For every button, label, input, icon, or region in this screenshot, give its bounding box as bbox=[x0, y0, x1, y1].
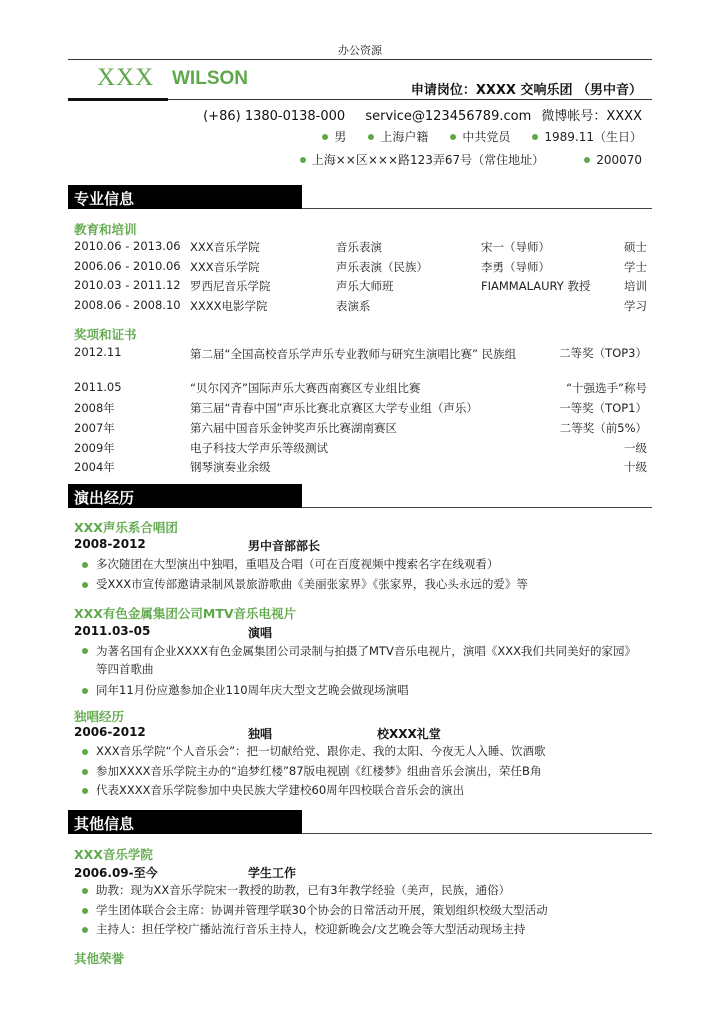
personal-info-row-1 bbox=[300, 128, 642, 145]
weibo: 微博帐号：XXXX bbox=[541, 109, 642, 124]
contact-line bbox=[191, 105, 642, 124]
name-underline-thick bbox=[68, 98, 168, 101]
personal-info-row-2 bbox=[278, 151, 642, 168]
award-row: 2008年 第三届“青春中国”声乐比赛北京赛区大学专业组（声乐） 一等奖（TOP1） bbox=[74, 401, 647, 415]
subsection-education-title: 教育和培训 bbox=[74, 222, 137, 237]
bullet-item: 参加XXXX音乐学院主办的“追梦红楼”87版电视剧《红楼梦》组曲音乐会演出，荣任B角 bbox=[82, 762, 652, 782]
info-birthday: 1989.11（生日） bbox=[532, 128, 642, 145]
other-org: XXX音乐学院 bbox=[74, 847, 153, 862]
section-rule bbox=[302, 833, 652, 834]
performance-meta: 2008-2012 男中音部部长 bbox=[74, 537, 321, 553]
other-bullets bbox=[82, 881, 652, 940]
award-row: 2007年 第六届中国音乐金钟奖声乐比赛湖南赛区 二等奖（前5%） bbox=[74, 421, 647, 435]
performance-meta: 2006-2012 独唱 校XXX礼堂 bbox=[74, 725, 441, 741]
performance-bullets bbox=[82, 742, 652, 801]
education-row: 2008.06 - 2008.10 XXXX电影学院 表演系 学习 bbox=[74, 298, 647, 313]
phone: (+86) 1380-0138-000 bbox=[203, 109, 346, 124]
section-title-performance: 演出经历 bbox=[68, 484, 302, 508]
education-row: 2006.06 - 2010.06 XXX音乐学院 声乐表演（民族） 李勇（导师） 学士 bbox=[74, 259, 647, 274]
subsection-awards-title: 奖项和证书 bbox=[74, 327, 137, 342]
section-title-other: 其他信息 bbox=[68, 810, 302, 834]
bullet-item: 多次随团在大型演出中独唱，重唱及合唱（可在百度视频中搜索名字在线观看） bbox=[82, 555, 652, 575]
bullet-item: XXX音乐学院“个人音乐会”：把一切献给党、跟你走、我的太阳、今夜无人入睡、饮酒歌 bbox=[82, 742, 652, 762]
bullet-item: 助教：现为XX音乐学院宋一教授的助教，已有3年教学经验（美声，民族，通俗） bbox=[82, 881, 652, 901]
info-postcode: 200070 bbox=[584, 151, 642, 168]
page-header-label: 办公资源 bbox=[338, 44, 382, 57]
performance-bullets bbox=[82, 555, 652, 594]
award-row: 2011.05 “贝尔冈齐”国际声乐大赛西南赛区专业组比赛 “十强选手”称号 bbox=[74, 380, 647, 395]
bullet-dot-icon bbox=[450, 134, 456, 140]
bullet-item: 代表XXXX音乐学院参加中央民族大学建校60周年四校联合音乐会的演出 bbox=[82, 781, 652, 801]
applied-position: 申请岗位：XXXX 交响乐团 （男中音） bbox=[410, 83, 642, 98]
name-chinese: XXX bbox=[97, 64, 155, 91]
email: service@123456789.com bbox=[365, 109, 532, 124]
bullet-item: 学生团体联合会主席：协调并管理学联30个协会的日常活动开展，策划组织校级大型活动 bbox=[82, 901, 652, 921]
bullet-dot-icon bbox=[532, 134, 538, 140]
bullet-dot-icon bbox=[368, 134, 374, 140]
section-title-professional: 专业信息 bbox=[68, 185, 302, 209]
name-english: WILSON bbox=[172, 68, 248, 89]
header-bottom-rule bbox=[168, 99, 652, 100]
education-row: 2010.06 - 2013.06 XXX音乐学院 音乐表演 宋一（导师） 硕士 bbox=[74, 239, 647, 254]
bullet-dot-icon bbox=[322, 134, 328, 140]
performance-org: XXX有色金属集团公司MTV音乐电视片 bbox=[74, 606, 297, 621]
section-rule bbox=[302, 507, 652, 508]
award-row: 2004年 钢琴演奏业余级 十级 bbox=[74, 460, 647, 474]
performance-bullets bbox=[82, 641, 642, 701]
performance-meta: 2011.03-05 演唱 bbox=[74, 624, 273, 640]
award-row: 2009年 电子科技大学声乐等级测试 一级 bbox=[74, 441, 647, 455]
bullet-item: 同年11月份应邀参加企业110周年庆大型文艺晚会做现场演唱 bbox=[82, 681, 642, 701]
education-row: 2010.03 - 2011.12 罗西尼音乐学院 声乐大师班 FIAMMALAURY 教授 培训 bbox=[74, 278, 647, 293]
bullet-dot-icon bbox=[300, 157, 306, 163]
subsection-honors-title: 其他荣誉 bbox=[74, 951, 125, 966]
info-address: 上海××区×××路123弄67号（常住地址） bbox=[300, 151, 544, 168]
info-party: 中共党员 bbox=[450, 128, 510, 145]
bullet-item: 主持人：担任学校广播站流行音乐主持人，校迎新晚会/文艺晚会等大型活动现场主持 bbox=[82, 920, 652, 940]
section-rule bbox=[302, 208, 652, 209]
bullet-item: 为著名国有企业XXXX有色金属集团公司录制与拍摄了MTV音乐电视片，演唱《XXX我们共同美好的家园》等四首歌曲 bbox=[82, 641, 642, 681]
award-row: 2012.11 第二届“全国高校音乐学声乐专业教师与研究生演唱比赛” 民族组 二等奖（TOP3） bbox=[74, 345, 647, 361]
bullet-dot-icon bbox=[584, 157, 590, 163]
other-meta: 2006.09-至今 学生工作 bbox=[74, 866, 297, 880]
header-top-rule bbox=[68, 59, 652, 60]
performance-org: 独唱经历 bbox=[74, 709, 125, 724]
info-hukou: 上海户籍 bbox=[368, 128, 428, 145]
bullet-item: 受XXX市宣传部邀请录制风景旅游歌曲《美丽张家界》《张家界，我心头永远的爱》等 bbox=[82, 575, 652, 595]
performance-org: XXX声乐系合唱团 bbox=[74, 520, 178, 535]
info-gender: 男 bbox=[322, 128, 346, 145]
